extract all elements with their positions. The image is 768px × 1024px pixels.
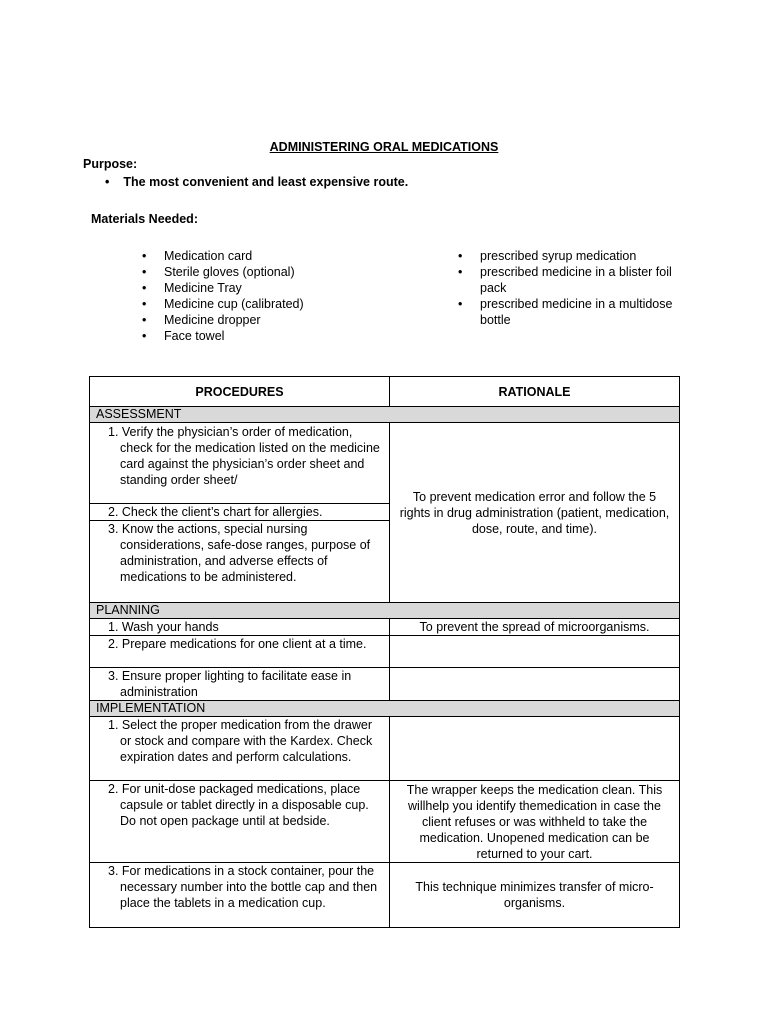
list-item-text: prescribed medicine in a blister foil pack xyxy=(480,265,672,295)
purpose-item xyxy=(105,175,408,189)
rationale-cell xyxy=(390,668,680,701)
materials-label: Materials Needed: xyxy=(91,212,198,226)
procedure-cell xyxy=(90,636,390,668)
procedure-text: 1. Verify the physician’s order of medication, check for the medication listed on the medicine card against the physician’s order sheet and standing order sheet/ xyxy=(108,425,380,487)
list-item-text: Medicine Tray xyxy=(164,281,242,295)
list-item-text: prescribed syrup medication xyxy=(480,249,637,263)
procedure-cell xyxy=(90,717,390,781)
table-row xyxy=(90,636,680,668)
materials-list-left xyxy=(142,248,404,344)
purpose-text: The most convenient and least expensive route. xyxy=(123,175,409,189)
procedures-header: PROCEDURES xyxy=(90,377,390,407)
list-item xyxy=(142,296,404,312)
section-label: ASSESSMENT xyxy=(90,407,680,423)
rationale-cell: To prevent the spread of microorganisms. xyxy=(390,619,680,636)
procedure-text: 3. Ensure proper lighting to facilitate ease in administration xyxy=(108,669,352,699)
purpose-label: Purpose: xyxy=(83,157,138,171)
procedure-cell xyxy=(90,781,390,863)
list-item-text: prescribed medicine in a multidose bottle xyxy=(480,297,673,327)
rationale-cell xyxy=(390,636,680,668)
list-item xyxy=(142,312,404,328)
list-item xyxy=(458,296,690,328)
section-row-planning xyxy=(90,603,680,619)
list-item xyxy=(142,248,404,264)
rationale-cell xyxy=(390,717,680,781)
bullet-icon: • xyxy=(142,265,147,279)
table-row xyxy=(90,717,680,781)
rationale-cell: This technique minimizes transfer of micro-organisms. xyxy=(390,863,680,928)
section-label: PLANNING xyxy=(90,603,680,619)
list-item-text: Sterile gloves (optional) xyxy=(164,265,295,279)
procedure-text: 1. Wash your hands xyxy=(108,620,219,634)
list-item-text: Face towel xyxy=(164,329,225,343)
list-item xyxy=(142,264,404,280)
procedure-cell xyxy=(90,668,390,701)
procedure-cell xyxy=(90,619,390,636)
table-row xyxy=(90,619,680,636)
rationale-header: RATIONALE xyxy=(390,377,680,407)
bullet-icon: • xyxy=(105,175,110,189)
table-header-row xyxy=(90,377,680,407)
list-item-text: Medicine cup (calibrated) xyxy=(164,297,304,311)
list-item xyxy=(458,264,690,296)
list-item xyxy=(142,328,404,344)
procedure-text: 3. Know the actions, special nursing considerations, safe-dose ranges, purpose of administration, and adverse effects of medications to be administered. xyxy=(108,522,371,584)
bullet-icon: • xyxy=(458,297,463,311)
procedure-text: 1. Select the proper medication from the drawer or stock and compare with the Kardex. Check expiration dates and perform calculations. xyxy=(108,718,373,764)
rationale-cell: The wrapper keeps the medication clean. This willhelp you identify themedication in case the client refuses or was withheld to take the medication. Unopened medication can be returned to your cart. xyxy=(390,781,680,863)
document-title: ADMINISTERING ORAL MEDICATIONS xyxy=(269,140,499,154)
procedure-cell xyxy=(90,423,390,504)
rationale-cell: To prevent medication error and follow the 5 rights in drug administration (patient, medication, dose, route, and time). xyxy=(390,423,680,603)
list-item xyxy=(142,280,404,296)
bullet-icon: • xyxy=(142,297,147,311)
table-row xyxy=(90,668,680,701)
bullet-icon: • xyxy=(142,313,147,327)
procedure-text: 3. For medications in a stock container, pour the necessary number into the bottle cap and then place the tablets in a medication cup. xyxy=(108,864,378,910)
list-item xyxy=(458,248,690,264)
section-label: IMPLEMENTATION xyxy=(90,701,680,717)
procedure-text: 2. For unit-dose packaged medications, place capsule or tablet directly in a disposable cup. Do not open package until at bedside. xyxy=(108,782,369,828)
table-row xyxy=(90,863,680,928)
procedures-table xyxy=(89,376,680,928)
section-row-assessment xyxy=(90,407,680,423)
bullet-icon: • xyxy=(142,281,147,295)
table-row xyxy=(90,423,680,504)
procedure-cell xyxy=(90,863,390,928)
list-item-text: Medicine dropper xyxy=(164,313,261,327)
procedure-text: 2. Prepare medications for one client at a time. xyxy=(108,637,367,651)
bullet-icon: • xyxy=(142,249,147,263)
section-row-implementation xyxy=(90,701,680,717)
bullet-icon: • xyxy=(142,329,147,343)
procedure-cell xyxy=(90,504,390,521)
bullet-icon: • xyxy=(458,265,463,279)
procedure-text: 2. Check the client’s chart for allergies. xyxy=(108,505,323,519)
bullet-icon: • xyxy=(458,249,463,263)
materials-list-right xyxy=(458,248,690,328)
table-row xyxy=(90,781,680,863)
procedure-cell xyxy=(90,521,390,603)
list-item-text: Medication card xyxy=(164,249,253,263)
